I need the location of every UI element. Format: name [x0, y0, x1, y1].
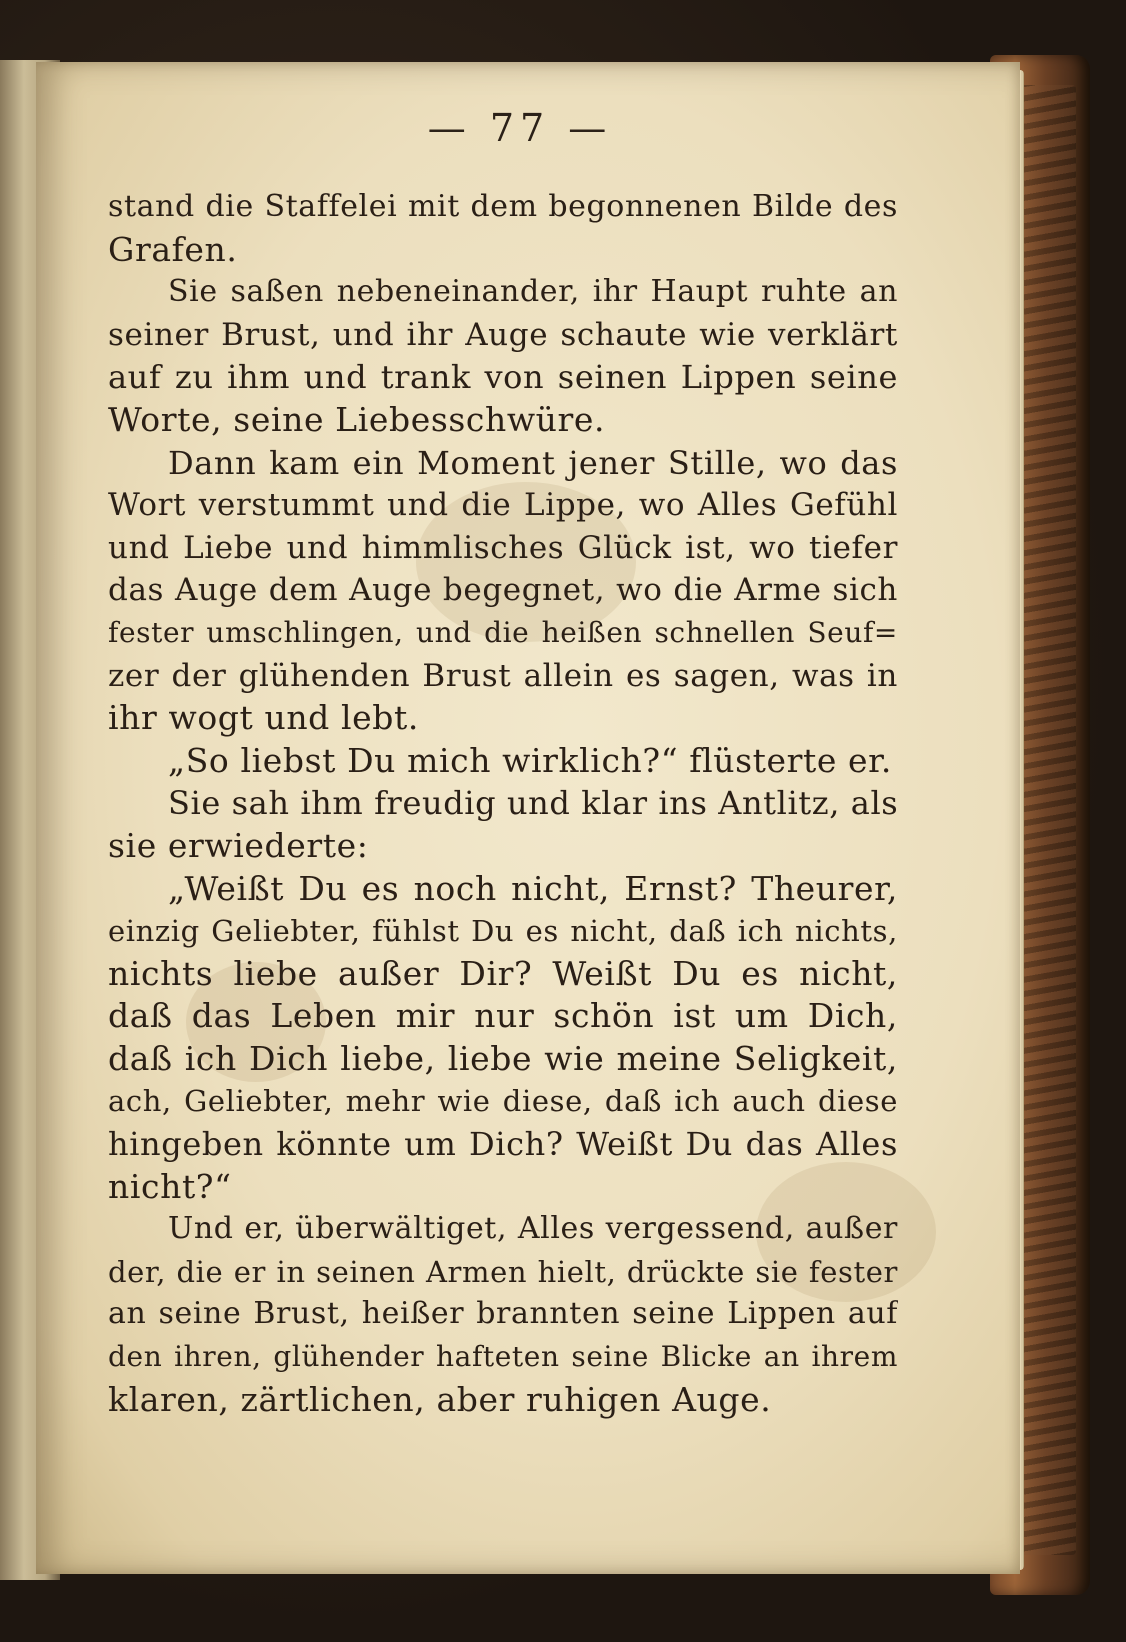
- text-line: der, die er in seinen Armen hielt, drückte sie fester: [108, 1254, 898, 1289]
- text-line: Dann kam ein Moment jener Stille, wo das: [168, 443, 898, 482]
- text-line: ihr wogt und lebt.: [108, 698, 419, 738]
- body-text: [108, 186, 898, 1421]
- text-line: Sie sah ihm freudig und klar ins Antlitz, als: [168, 784, 898, 823]
- text-line: stand die Staffelei mit dem begonnenen Bilde des: [108, 189, 898, 224]
- text-line: einzig Geliebter, fühlst Du es nicht, daß ich nichts,: [108, 914, 898, 949]
- text-line: ach, Geliebter, mehr wie diese, daß ich auch diese: [108, 1084, 898, 1119]
- text-line: zer der glühenden Brust allein es sagen, was in: [108, 657, 898, 694]
- text-line: daß ich Dich liebe, liebe wie meine Seligkeit,: [108, 1038, 898, 1078]
- text-line: sie erwiederte:: [108, 825, 369, 865]
- text-line: „Weißt Du es noch nicht, Ernst? Theurer,: [168, 868, 898, 908]
- text-line: Sie saßen nebeneinander, ihr Haupt ruhte an: [168, 274, 898, 310]
- text-line: hingeben könnte um Dich? Weißt Du das Alles: [108, 1125, 898, 1164]
- text-line: an seine Brust, heißer brannten seine Lippen auf: [108, 1296, 898, 1332]
- text-line: daß das Leben mir nur schön ist um Dich,: [108, 996, 898, 1036]
- text-line: und Liebe und himmlisches Glück ist, wo tiefer: [108, 529, 898, 566]
- text-line: Und er, überwältiget, Alles vergessend, außer: [168, 1211, 898, 1247]
- text-line: Grafen.: [108, 229, 238, 269]
- text-line: klaren, zärtlichen, aber ruhigen Auge.: [108, 1379, 772, 1419]
- text-line: Wort verstummt und die Lippe, wo Alles Gefühl: [108, 487, 898, 524]
- text-line: „So liebst Du mich wirklich?“ flüsterte er.: [168, 740, 893, 780]
- page-number: — 77 —: [427, 106, 613, 150]
- text-line: nichts liebe außer Dir? Weißt Du es nicht,: [108, 953, 898, 993]
- text-line: den ihren, glühender hafteten seine Blicke an ihrem: [108, 1340, 898, 1374]
- text-line: nicht?“: [108, 1166, 232, 1206]
- text-line: Worte, seine Liebesschwüre.: [108, 399, 606, 439]
- text-line: fester umschlingen, und die heißen schnellen Seuf=: [108, 615, 898, 649]
- text-line: auf zu ihm und trank von seinen Lippen seine: [108, 358, 898, 397]
- text-line: seiner Brust, und ihr Auge schaute wie verklärt: [108, 316, 898, 353]
- text-line: das Auge dem Auge begegnet, wo die Arme sich: [108, 572, 898, 609]
